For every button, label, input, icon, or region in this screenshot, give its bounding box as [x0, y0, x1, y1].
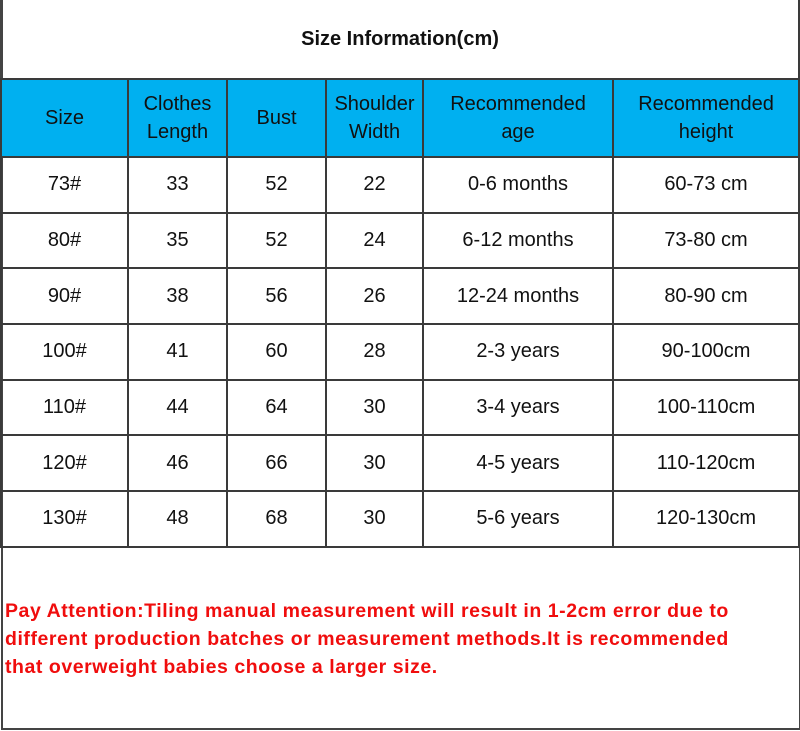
column-header: [1, 79, 128, 157]
table-cell: 90#: [1, 268, 128, 324]
table-cell: 28: [326, 324, 423, 380]
note-line: that overweight babies choose a larger size.: [5, 656, 438, 678]
table-cell: 0-6 months: [423, 157, 613, 213]
table-cell: 90-100cm: [613, 324, 799, 380]
table-cell: 110-120cm: [613, 435, 799, 491]
table-cell: 48: [128, 491, 227, 547]
header-row: [1, 79, 799, 157]
table-cell: 33: [128, 157, 227, 213]
attention-note: [5, 597, 729, 681]
table-cell: 100#: [1, 324, 128, 380]
table-cell: 24: [326, 213, 423, 269]
column-header-line: Recommended: [638, 93, 774, 115]
table-body: [1, 157, 799, 547]
column-header-line: Bust: [256, 107, 297, 129]
table-cell: 56: [227, 268, 326, 324]
table-cell: 30: [326, 435, 423, 491]
table-row: [1, 157, 799, 213]
table-cell: 60: [227, 324, 326, 380]
table-cell: 26: [326, 268, 423, 324]
column-header-line: age: [501, 121, 535, 143]
note-line: different production batches or measurement methods.It is recommended: [5, 628, 729, 650]
table-row: [1, 435, 799, 491]
column-header-line: Width: [348, 121, 401, 143]
column-header: [613, 79, 799, 157]
column-header: [326, 79, 423, 157]
column-header-line: height: [678, 121, 734, 143]
table-cell: 68: [227, 491, 326, 547]
table-cell: 5-6 years: [423, 491, 613, 547]
table-cell: 64: [227, 380, 326, 436]
table-cell: 4-5 years: [423, 435, 613, 491]
table-cell: 2-3 years: [423, 324, 613, 380]
table-cell: 66: [227, 435, 326, 491]
table-cell: 46: [128, 435, 227, 491]
table-cell: 60-73 cm: [613, 157, 799, 213]
table-cell: 52: [227, 157, 326, 213]
table-cell: 100-110cm: [613, 380, 799, 436]
table-cell: 30: [326, 491, 423, 547]
column-header-line: Clothes: [143, 93, 212, 115]
column-header-line: Size: [45, 107, 84, 129]
table-cell: 73#: [1, 157, 128, 213]
table-cell: 120#: [1, 435, 128, 491]
table-cell: 6-12 months: [423, 213, 613, 269]
column-header-line: Length: [146, 121, 209, 143]
table-cell: 130#: [1, 491, 128, 547]
column-header: [423, 79, 613, 157]
table-cell: 41: [128, 324, 227, 380]
table-cell: 52: [227, 213, 326, 269]
table-cell: 80-90 cm: [613, 268, 799, 324]
column-header: [227, 79, 326, 157]
table-cell: 44: [128, 380, 227, 436]
table-cell: 3-4 years: [423, 380, 613, 436]
column-header: [128, 79, 227, 157]
table-cell: 22: [326, 157, 423, 213]
column-header-line: Shoulder: [334, 93, 415, 115]
table-cell: 80#: [1, 213, 128, 269]
column-header-line: Recommended: [450, 93, 586, 115]
table-row: [1, 491, 799, 547]
table-cell: 12-24 months: [423, 268, 613, 324]
table-cell: 35: [128, 213, 227, 269]
table-cell: 30: [326, 380, 423, 436]
table-row: [1, 213, 799, 269]
table-cell: 73-80 cm: [613, 213, 799, 269]
table-cell: 38: [128, 268, 227, 324]
table-title: Size Information(cm): [1, 0, 799, 79]
table-row: [1, 268, 799, 324]
table-row: [1, 380, 799, 436]
table-cell: 110#: [1, 380, 128, 436]
note-line: Pay Attention:Tiling manual measurement will result in 1-2cm error due to: [5, 600, 729, 622]
table-cell: 120-130cm: [613, 491, 799, 547]
table-row: [1, 324, 799, 380]
